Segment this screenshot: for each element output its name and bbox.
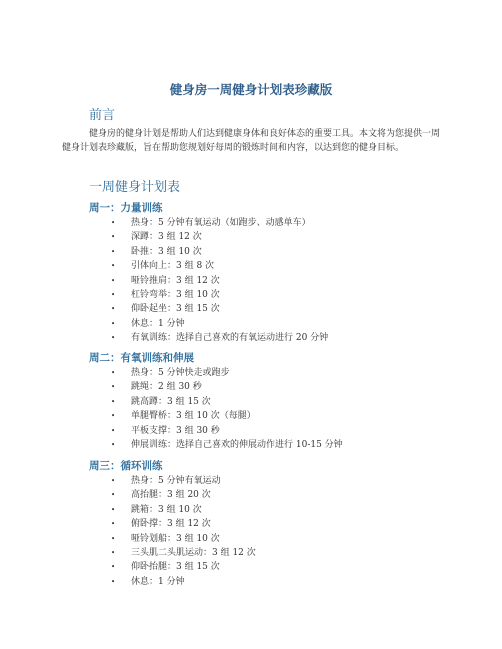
day-heading-monday: 周一：力量训练 — [89, 202, 163, 214]
list-item-text: 跳高蹲：3 组 15 次 — [131, 396, 211, 407]
bullet-icon: • — [111, 491, 116, 500]
list-item-text: 热身：5 分钟有氧运动（如跑步、动感单车） — [131, 218, 311, 228]
list-item-text: 仰卧起坐：3 组 15 次 — [131, 304, 220, 315]
list-item-text: 哑铃推肩：3 组 12 次 — [131, 275, 220, 286]
list-item-text: 伸展训练：选择自己喜欢的伸展动作进行 10-15 分钟 — [131, 439, 343, 450]
list-item-text: 跳绳：2 组 30 秒 — [131, 382, 202, 393]
list-item-text: 哑铃划船：3 组 10 次 — [131, 533, 220, 544]
bullet-icon: • — [111, 577, 116, 586]
list-item-text: 平板支撑：3 组 30 秒 — [131, 425, 220, 436]
bullet-icon: • — [111, 477, 116, 485]
list-item-text: 有氧训练：选择自己喜欢的有氧运动进行 20 分钟 — [131, 333, 329, 344]
list-item-text: 深蹲：3 组 12 次 — [131, 232, 202, 243]
list-item-text: 引体向上：3 组 8 次 — [131, 261, 215, 272]
day-heading-wednesday: 周三：循环训练 — [89, 460, 163, 472]
bullet-icon: • — [111, 334, 116, 343]
list-item-text: 休息：1 分钟 — [131, 576, 185, 587]
list-item-text: 休息：1 分钟 — [131, 318, 185, 329]
bullet-icon: • — [111, 520, 116, 529]
bullet-icon: • — [111, 233, 116, 242]
day-heading-tuesday: 周二：有氧训练和伸展 — [89, 352, 194, 364]
bullet-icon: • — [111, 383, 116, 392]
bullet-icon: • — [111, 505, 116, 514]
bullet-icon: • — [111, 262, 116, 271]
list-item-text: 三头肌二头肌运动：3 组 12 次 — [131, 547, 256, 558]
bullet-icon: • — [111, 219, 116, 227]
bullet-icon: • — [111, 290, 116, 299]
bullet-icon: • — [111, 397, 116, 406]
bullet-icon: • — [111, 305, 116, 314]
list-item-text: 单腿臀桥：3 组 10 次（每腿） — [131, 411, 256, 422]
bullet-icon: • — [111, 426, 116, 435]
list-item-text: 俯卧撑：3 组 12 次 — [131, 519, 211, 530]
intro-paragraph: 健身房的健身计划是帮助人们达到健康身体和良好体态的重要工具。本文将为您提供一周健身计划表珍藏版，旨在帮助您规划好每周的锻炼时间和内容，以达到您的健身目标。 — [62, 129, 441, 153]
document-title: 健身房一周健身计划表珍藏版 — [169, 82, 333, 97]
bullet-icon: • — [111, 319, 116, 328]
plan-heading: 一周健身计划表 — [89, 180, 181, 195]
bullet-icon: • — [111, 276, 116, 285]
list-item-text: 热身：5 分钟有氧运动 — [131, 476, 221, 486]
list-item-text: 跳箱：3 组 10 次 — [131, 504, 202, 515]
bullet-icon: • — [111, 247, 116, 256]
list-item-text: 杠铃弯举：3 组 10 次 — [131, 289, 220, 300]
bullet-icon: • — [111, 548, 116, 557]
bullet-icon: • — [111, 440, 116, 449]
list-item-text: 热身：5 分钟快走或跑步 — [131, 368, 230, 378]
list-item-text: 高抬腿：3 组 20 次 — [131, 490, 211, 501]
bullet-icon: • — [111, 369, 116, 377]
list-item-text: 卧推：3 组 10 次 — [131, 246, 202, 257]
bullet-icon: • — [111, 563, 116, 572]
list-item-text: 仰卧抬腿：3 组 15 次 — [131, 562, 220, 573]
bullet-icon: • — [111, 412, 116, 421]
bullet-icon: • — [111, 534, 116, 543]
intro-heading: 前言 — [89, 108, 116, 123]
